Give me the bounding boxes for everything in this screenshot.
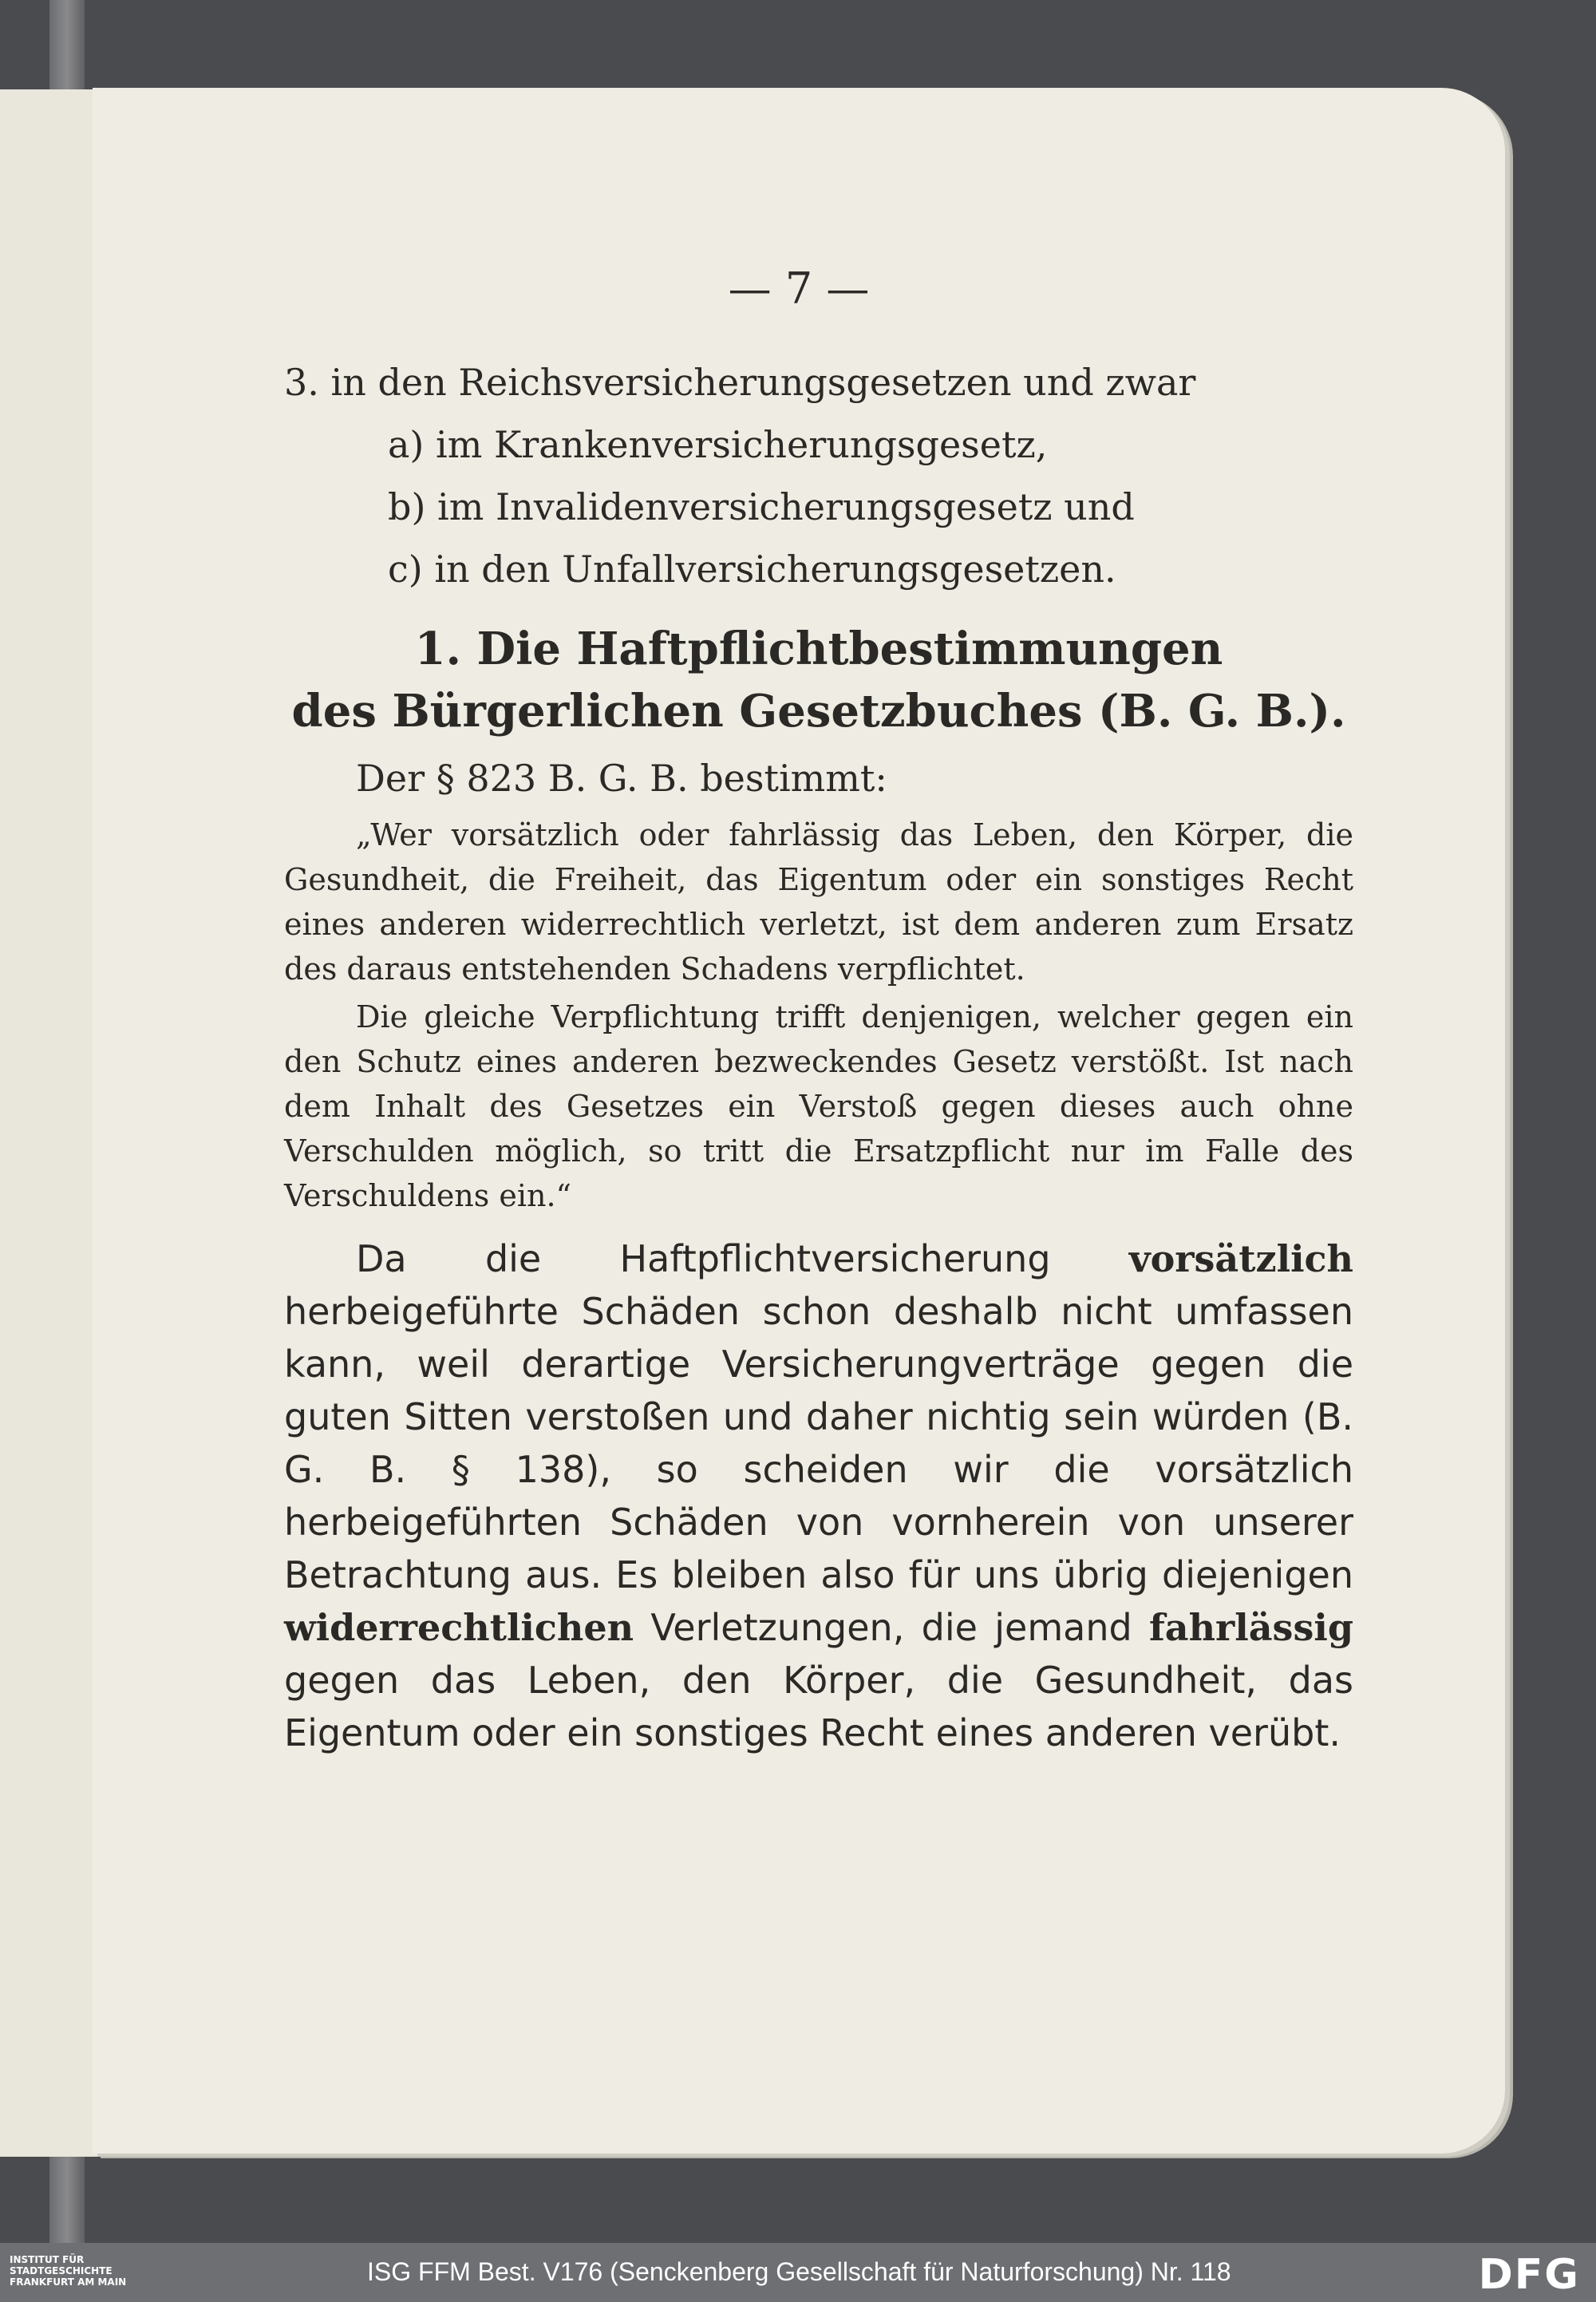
institute-logo-line: FRANKFURT AM MAIN <box>10 2276 127 2288</box>
left-page-edge <box>0 89 99 2157</box>
emphasis-text: vorsätzlich <box>1128 1237 1353 1280</box>
statute-quote <box>284 813 1353 1218</box>
body-text: Da die Haftpflichtversicherung <box>356 1237 1129 1280</box>
section-heading <box>284 618 1353 742</box>
list-item: a) im Krankenversicherungsgesetz, <box>388 423 1048 466</box>
body-text: Verletzungen, die jemand <box>634 1606 1149 1649</box>
emphasis-text: widerrechtlichen <box>284 1606 634 1649</box>
body-text: gegen das Leben, den Körper, die Gesundheit, das Eigentum oder ein sonstiges Recht eines anderen verübt. <box>284 1659 1353 1754</box>
institute-logo <box>10 2254 126 2288</box>
heading-line-2: des Bürgerlichen Gesetzbuches (B. G. B.). <box>291 685 1346 738</box>
institute-logo-line: INSTITUT FÜR <box>10 2254 85 2265</box>
quote-paragraph-2: Die gleiche Verpflichtung trifft denjenigen, welcher gegen ein den Schutz eines anderen bezweckendes Gesetz verstößt. Ist nach dem Inhalt des Gesetzes ein Verstoß gegen dieses auch ohne Verschulden möglich, so tritt die Ersatzpflicht nur im Falle des Verschuldens ein.“ <box>284 999 1353 1213</box>
emphasis-text: fahrlässig <box>1149 1606 1353 1649</box>
list-item: b) im Invalidenversicherungsgesetz und <box>388 485 1135 528</box>
list-item: c) in den Unfallversicherungsgesetzen. <box>388 548 1116 591</box>
quote-paragraph-1: „Wer vorsätzlich oder fahrlässig das Leben, den Körper, die Gesundheit, die Freiheit, das Eigentum oder ein sonstiges Recht eines anderen widerrechtlich verletzt, ist dem anderen zum Ersatz des daraus entstehenden Schadens verpflichtet. <box>284 817 1353 987</box>
document-page <box>93 88 1505 2154</box>
heading-line-1: 1. Die Haftpflichtbestimmungen <box>414 623 1223 675</box>
archive-caption: ISG FFM Best. V176 (Senckenberg Gesellschaft für Naturforschung) Nr. 118 <box>367 2257 1231 2286</box>
archive-footer <box>0 2243 1596 2302</box>
body-paragraph <box>284 1232 1353 1759</box>
list-item: 3. in den Reichsversicherungsgesetzen und zwar <box>284 361 1196 404</box>
page-content <box>284 351 1353 1759</box>
statute-intro: Der § 823 B. G. B. bestimmt: <box>356 757 887 800</box>
body-text: herbeigeführte Schäden schon deshalb nicht umfassen kann, weil derartige Versicherungverträge gegen die guten Sitten verstoßen und daher nichtig sein würden (B. G. B. § 138), so scheiden wir die vorsätzlich herbeigeführten Schäden von vornherein von unserer Betrachtung aus. Es bleiben also für uns übrig diejenigen <box>284 1290 1353 1596</box>
dfg-logo: DFG <box>1478 2251 1580 2299</box>
page-number: — 7 — <box>728 263 870 314</box>
institute-logo-line: STADTGESCHICHTE <box>10 2265 113 2276</box>
